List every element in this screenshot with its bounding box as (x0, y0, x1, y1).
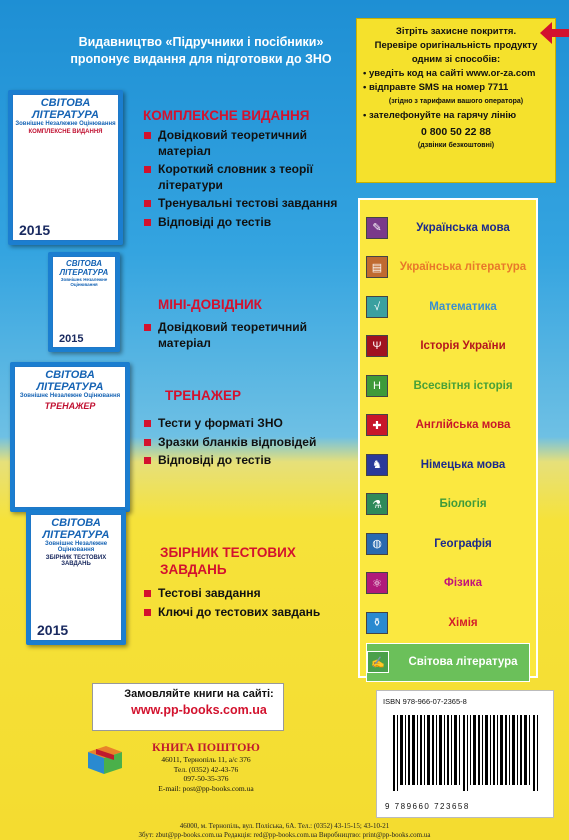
h-icon: H (366, 375, 388, 397)
security-line-2: Перевіре оригінальність продукту (374, 40, 538, 51)
parcel-icon (86, 740, 124, 776)
list-item: Ключі до тестових завдань (144, 605, 334, 621)
subject-english (366, 406, 530, 445)
book-2-subtitle: Зовнішнє Незалежне Оцінювання (60, 277, 108, 287)
book-open-icon: ✍ (367, 651, 389, 673)
isbn-barcode-box (376, 690, 554, 818)
security-sticker-info (356, 18, 556, 183)
order-url[interactable]: www.pp-books.com.ua (131, 703, 267, 717)
section-list-complex (144, 128, 344, 233)
book-4-title: СВІТОВА ЛІТЕРАТУРА (42, 517, 110, 541)
subject-ukrainian-literature (366, 248, 530, 287)
security-item-sms: • відправте SMS на номер 7711 (363, 82, 509, 93)
book-complex-edition-cover (8, 90, 123, 245)
footer-contacts (0, 822, 569, 839)
section-title-tests: ЗБІРНИК ТЕСТОВИХ ЗАВДАНЬ (160, 545, 296, 577)
list-item: Тестові завдання (144, 586, 334, 602)
book-3-edition: ТРЕНАЖЕР (44, 401, 96, 411)
mail-phone-1: Тел. (0352) 42-43-76 (173, 764, 239, 774)
sms-tariff-note: (згідно з тарифами вашого оператора) (388, 98, 524, 105)
section-list-trainer (144, 416, 354, 472)
barcode (391, 715, 541, 791)
subject-label: Німецька мова (420, 458, 506, 471)
publisher-intro (36, 34, 366, 68)
barcode-number: 9 789660 723658 (385, 802, 470, 811)
intro-line-1: Видавництво «Підручники і посібники» (78, 35, 324, 49)
subject-label: Хімія (448, 616, 478, 629)
hotline-phone: 0 800 50 22 88 (420, 126, 492, 138)
subject-world-literature (366, 643, 530, 682)
book-3-subtitle: Зовнішнє Незалежне Оцінювання (19, 393, 121, 399)
list-item: Довідковий теоретичний матеріал (144, 128, 344, 159)
arrow-left-icon (540, 22, 569, 44)
footer-emails: Збут: zbut@pp-books.com.ua Редакція: red@pp-books.com.ua Виробництво: print@pp-books.com.ua (138, 830, 431, 839)
mail-order-title: КНИГА ПОШТОЮ (152, 740, 260, 754)
isbn-text: ISBN 978-966-07-2365-8 (383, 697, 467, 706)
list-item: Зразки бланків відповідей (144, 435, 354, 451)
security-line-1: Зітріть захисне покриття. (395, 26, 517, 37)
book-1-edition: КОМПЛЕКСНЕ ВИДАННЯ (28, 129, 103, 135)
section-title-trainer: ТРЕНАЖЕР (165, 388, 241, 403)
mail-phone-2: 097-50-35-376 (183, 774, 229, 783)
security-item-site-text: уведіть код на сайті www.or-za.com (368, 68, 536, 79)
mail-order-details (126, 755, 286, 793)
book-2-title: СВІТОВА ЛІТЕРАТУРА (59, 259, 109, 277)
subject-label: Світова література (408, 656, 518, 668)
subject-label: Історія України (420, 340, 506, 352)
list-item: Тренувальні тестові завдання (144, 196, 344, 212)
section-title-complex: КОМПЛЕКСНЕ ВИДАННЯ (143, 108, 310, 123)
subject-label: Англійська мова (415, 419, 511, 431)
subject-label: Математика (429, 300, 497, 313)
subject-label: Українська література (399, 261, 527, 273)
subject-chemistry (366, 603, 530, 642)
book-1-title: СВІТОВА ЛІТЕРАТУРА (32, 97, 99, 121)
subject-physics (366, 564, 530, 603)
flask-icon: ⚱ (366, 612, 388, 634)
globe-icon: ◍ (366, 533, 388, 555)
book-tests-collection-cover (26, 510, 126, 645)
book-trainer-cover (10, 362, 130, 512)
eagle-icon: ♞ (366, 454, 388, 476)
subject-history-ukraine (366, 327, 530, 366)
atom-icon: ⚛ (366, 572, 388, 594)
list-item: Відповіді до тестів (144, 453, 354, 469)
microscope-icon: ⚗ (366, 493, 388, 515)
flag-icon: ✚ (366, 414, 388, 436)
book-2-year: 2015 (59, 333, 84, 345)
book-3-title: СВІТОВА ЛІТЕРАТУРА (36, 369, 104, 393)
mail-order-block (86, 740, 291, 820)
list-item: Довідковий теоретичний матеріал (144, 320, 334, 351)
book-4-subtitle: Зовнішнє Незалежне Оцінювання (44, 541, 108, 553)
list-item: Відповіді до тестів (144, 215, 344, 231)
order-online-box (92, 683, 284, 731)
list-item: Тести у форматі ЗНО (144, 416, 354, 432)
subject-biology (366, 485, 530, 524)
list-item: Короткий словник з теорії літератури (144, 162, 344, 193)
book-icon: ▤ (366, 256, 388, 278)
trident-icon: Ψ (366, 335, 388, 357)
subject-series-list (358, 198, 538, 678)
security-item-sms-text: відправте SMS на номер 7711 (368, 82, 509, 93)
subject-world-history (366, 366, 530, 405)
security-item-site: • уведіть код на сайті www.or-za.com (363, 68, 536, 79)
security-line-3: одним зі способів: (411, 54, 501, 65)
subject-label: Фізика (444, 577, 482, 589)
mail-address: 46011, Тернопіль 11, а/с 376 (161, 755, 251, 764)
section-list-tests (144, 586, 334, 623)
pen-icon: ✎ (366, 217, 388, 239)
subject-german (366, 445, 530, 484)
root-icon: √ (366, 296, 388, 318)
security-item-hotline: • зателефонуйте на гарячу лінію (363, 110, 517, 121)
intro-line-2: пропонує видання для підготовки до ЗНО (70, 52, 332, 66)
security-item-hotline-text: зателефонуйте на гарячу лінію (368, 110, 517, 121)
book-4-year: 2015 (37, 622, 69, 638)
subject-geography (366, 524, 530, 563)
section-title-mini: МІНІ-ДОВІДНИК (158, 297, 262, 312)
subject-label: Українська мова (416, 221, 510, 234)
section-list-mini (144, 320, 334, 354)
subject-label: Географія (434, 537, 492, 550)
mail-email[interactable]: E-mail: post@pp-books.com.ua (158, 783, 254, 793)
order-line: Замовляйте книги на сайті: (124, 688, 274, 700)
subject-ukrainian-language (366, 208, 530, 247)
book-mini-guide-cover (48, 252, 120, 352)
footer-address: 46000, м. Тернопіль, вул. Поліська, 6А. Тел.: (0352) 43-15-15; 43-10-21 (179, 822, 390, 830)
book-1-subtitle: Зовнішнє Незалежне Оцінювання (15, 121, 116, 127)
subject-label: Всесвітня історія (413, 379, 513, 392)
book-4-edition: ЗБІРНИК ТЕСТОВИХ ЗАВДАНЬ (45, 555, 107, 567)
book-1-year: 2015 (19, 222, 51, 238)
subject-label: Біологія (439, 498, 487, 510)
phone-note: (дзвінки безкоштовні) (417, 142, 495, 149)
subject-mathematics (366, 287, 530, 326)
